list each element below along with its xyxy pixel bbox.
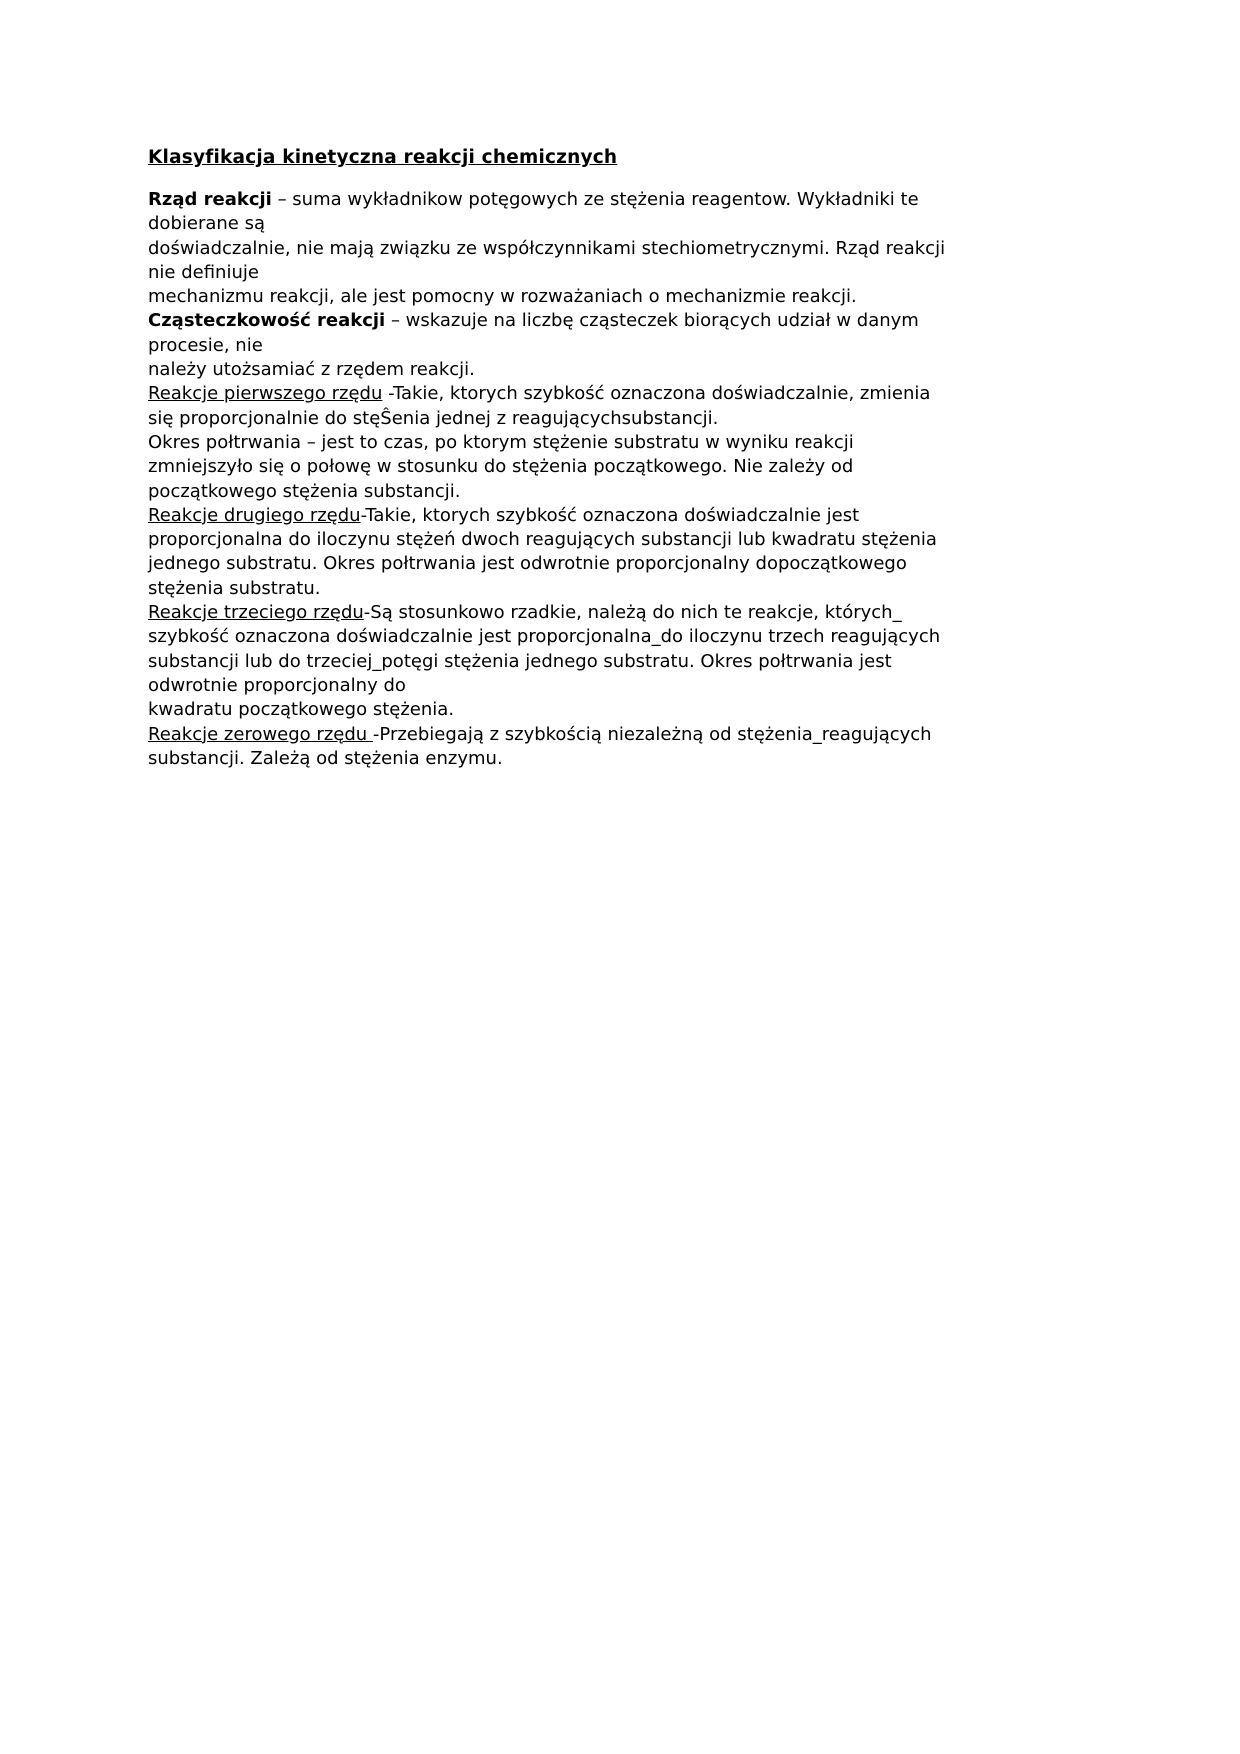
line-text: początkowego stężenia substancji. [148, 480, 461, 502]
line-text: – wskazuje na liczbę cząsteczek biorących udział w danym [385, 310, 919, 332]
text-line [148, 480, 1088, 504]
text-line [148, 504, 1088, 528]
text-line [148, 552, 1088, 576]
text-line [148, 455, 1088, 479]
text-line [148, 431, 1088, 455]
line-text: substancji lub do trzeciej_potęgi stężenia jednego substratu. Okres połtrwania jest [148, 650, 892, 672]
term-czasteczkowosc: Cząsteczkowość reakcji [148, 310, 386, 332]
text-line [148, 601, 1088, 625]
line-text: – suma wykładnikow potęgowych ze stężenia reagentow. Wykładniki te [271, 189, 919, 210]
text-line [148, 212, 1088, 236]
text-line [148, 625, 1088, 649]
text-line [148, 747, 1088, 771]
line-text: procesie, nie [148, 334, 263, 356]
text-line [148, 407, 1088, 431]
line-text: mechanizmu reakcji, ale jest pomocny w rozważaniach o mechanizmie reakcji. [148, 286, 857, 308]
text-line [148, 723, 1088, 747]
line-text: stężenia substratu. [148, 577, 321, 599]
line-text: nie definiuje [148, 261, 259, 283]
line-text: jednego substratu. Okres połtrwania jest odwrotnie proporcjonalny dopoczątkowego [148, 553, 907, 575]
document-body [148, 188, 1088, 771]
text-line [148, 261, 1088, 285]
line-text: -Takie, ktorych szybkość oznaczona doświadczalnie, zmienia [382, 383, 931, 405]
document-title: Klasyfikacja kinetyczna reakcji chemicznych [148, 147, 618, 168]
text-line [148, 382, 1088, 406]
line-text: proporcjonalna do iloczynu stężeń dwoch reagujących substancji lub kwadratu stężenia [148, 529, 937, 551]
text-line [148, 577, 1088, 601]
line-text: -Przebiegają z szybkością niezależną od stężenia_reagujących [372, 723, 932, 745]
term-zerowego-rzedu: Reakcje zerowego rzędu [148, 723, 373, 745]
text-line [148, 188, 1088, 212]
line-text: kwadratu początkowego stężenia. [148, 699, 455, 721]
term-pierwszego-rzedu: Reakcje pierwszego rzędu [148, 383, 383, 405]
text-line [148, 237, 1088, 261]
term-drugiego-rzedu: Reakcje drugiego rzędu [148, 504, 361, 526]
term-rzad-reakcji: Rząd reakcji [148, 189, 272, 210]
line-text: szybkość oznaczona doświadczalnie jest proporcjonalna_do iloczynu trzech reagujących [148, 626, 941, 648]
line-text: odwrotnie proporcjonalny do [148, 674, 406, 696]
line-text: dobierane są [148, 213, 265, 235]
line-text: -Takie, ktorych szybkość oznaczona doświadczalnie jest [360, 504, 860, 526]
line-text: doświadczalnie, nie mają związku ze współczynnikami stechiometrycznymi. Rząd reakcji [148, 237, 946, 259]
line-text: się proporcjonalnie do stęŜenia jednej z reagującychsubstancji. [148, 407, 719, 429]
text-line [148, 698, 1088, 722]
text-line [148, 650, 1088, 674]
text-line [148, 528, 1088, 552]
text-line [148, 285, 1088, 309]
line-text: należy utożsamiać z rzędem reakcji. [148, 359, 475, 381]
document-page [148, 146, 1088, 771]
line-text: zmniejszyło się o połowę w stosunku do stężenia początkowego. Nie zależy od [148, 456, 854, 478]
line-text: substancji. Zależą od stężenia enzymu. [148, 747, 503, 769]
line-text: Okres połtrwania – jest to czas, po ktorym stężenie substratu w wyniku reakcji [148, 431, 854, 453]
text-line [148, 309, 1088, 333]
text-line [148, 334, 1088, 358]
line-text: -Są stosunkowo rzadkie, należą do nich te reakcje, których_ [363, 602, 902, 624]
text-line [148, 674, 1088, 698]
text-line [148, 358, 1088, 382]
term-trzeciego-rzedu: Reakcje trzeciego rzędu [148, 602, 364, 624]
